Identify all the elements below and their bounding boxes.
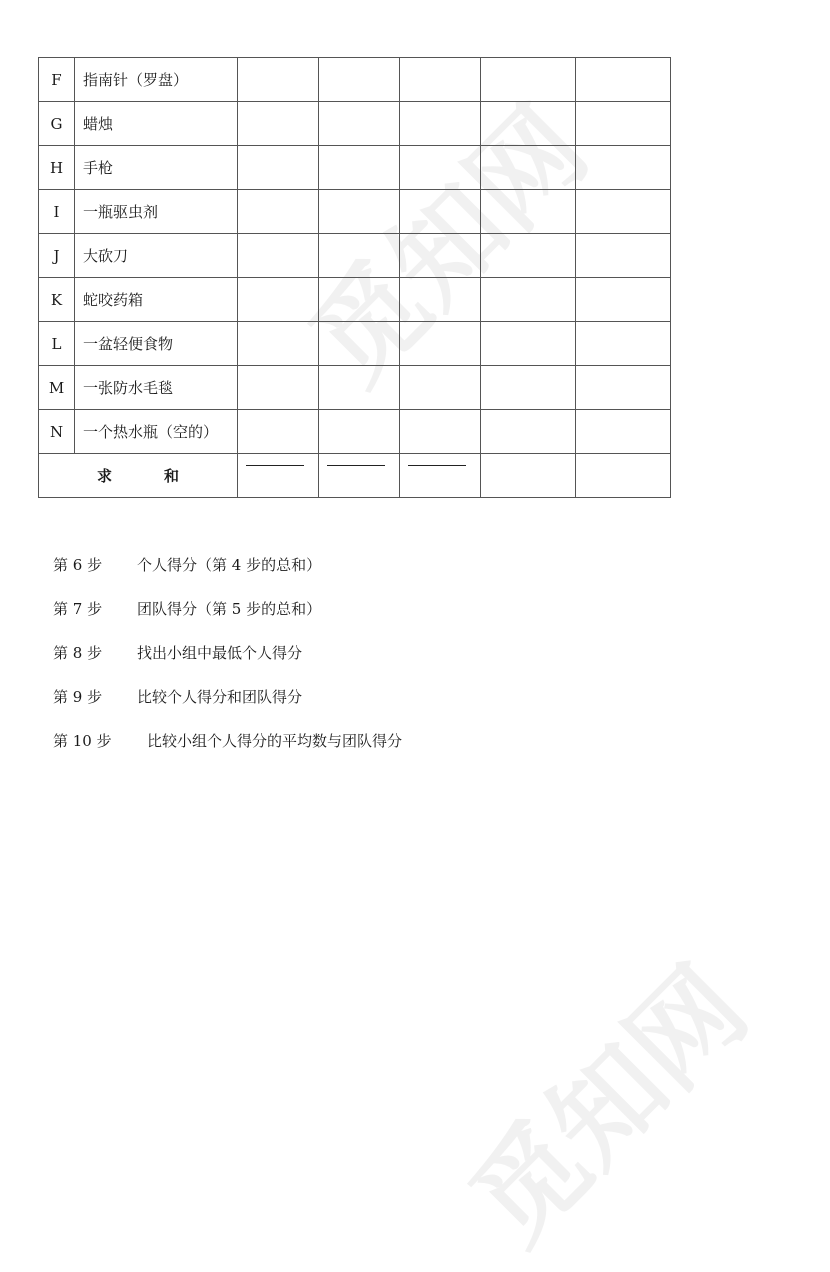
- step-item: [53, 554, 402, 598]
- item-letter: K: [39, 278, 75, 322]
- step-item: [53, 642, 402, 686]
- rank-cell[interactable]: [319, 58, 400, 102]
- rank-cell[interactable]: [481, 366, 576, 410]
- sum-cell[interactable]: [238, 454, 319, 498]
- table-row: [39, 322, 671, 366]
- rank-cell[interactable]: [400, 410, 481, 454]
- item-letter: M: [39, 366, 75, 410]
- rank-cell[interactable]: [319, 366, 400, 410]
- sum-row: [39, 454, 671, 498]
- rank-cell[interactable]: [576, 322, 671, 366]
- sum-label-char: 和: [164, 467, 180, 485]
- step-item: [53, 686, 402, 730]
- rank-cell[interactable]: [319, 410, 400, 454]
- rank-cell[interactable]: [481, 322, 576, 366]
- rank-cell[interactable]: [400, 278, 481, 322]
- step-text: 团队得分（第 5 步的总和）: [137, 600, 322, 618]
- rank-cell[interactable]: [481, 410, 576, 454]
- item-name: 指南针（罗盘）: [75, 58, 238, 102]
- step-number: 第 7 步: [53, 600, 103, 618]
- rank-cell[interactable]: [238, 410, 319, 454]
- item-name: 一张防水毛毯: [75, 366, 238, 410]
- rank-cell[interactable]: [319, 190, 400, 234]
- rank-cell[interactable]: [238, 190, 319, 234]
- item-name: 一瓶驱虫剂: [75, 190, 238, 234]
- item-name: 蜡烛: [75, 102, 238, 146]
- rank-cell[interactable]: [319, 278, 400, 322]
- step-item: [53, 598, 402, 642]
- rank-cell[interactable]: [238, 58, 319, 102]
- table-row: [39, 146, 671, 190]
- table-row: [39, 58, 671, 102]
- item-letter: J: [39, 234, 75, 278]
- rank-cell[interactable]: [319, 102, 400, 146]
- item-letter: F: [39, 58, 75, 102]
- rank-cell[interactable]: [481, 278, 576, 322]
- rank-cell[interactable]: [238, 234, 319, 278]
- table-row: [39, 190, 671, 234]
- sum-underline: [408, 465, 466, 466]
- sum-cell[interactable]: [319, 454, 400, 498]
- rank-cell[interactable]: [576, 366, 671, 410]
- item-ranking-table: [38, 57, 671, 498]
- rank-cell[interactable]: [481, 234, 576, 278]
- item-letter: N: [39, 410, 75, 454]
- item-name: 蛇咬药箱: [75, 278, 238, 322]
- watermark: 觅知网: [286, 82, 611, 408]
- table-row: [39, 366, 671, 410]
- item-letter: H: [39, 146, 75, 190]
- rank-cell[interactable]: [319, 234, 400, 278]
- rank-cell[interactable]: [400, 322, 481, 366]
- table-row: [39, 102, 671, 146]
- rank-cell[interactable]: [576, 410, 671, 454]
- rank-cell[interactable]: [400, 366, 481, 410]
- rank-cell[interactable]: [576, 146, 671, 190]
- step-number: 第 6 步: [53, 556, 103, 574]
- rank-cell[interactable]: [319, 146, 400, 190]
- item-name: 一盆轻便食物: [75, 322, 238, 366]
- rank-cell[interactable]: [400, 58, 481, 102]
- item-letter: L: [39, 322, 75, 366]
- sum-underline: [246, 465, 304, 466]
- sum-label-char: 求: [96, 467, 112, 485]
- item-letter: G: [39, 102, 75, 146]
- sum-cell[interactable]: [400, 454, 481, 498]
- item-name: 手枪: [75, 146, 238, 190]
- rank-cell[interactable]: [576, 58, 671, 102]
- rank-cell[interactable]: [400, 146, 481, 190]
- table-row: [39, 234, 671, 278]
- item-name: 大砍刀: [75, 234, 238, 278]
- sum-underline: [327, 465, 385, 466]
- rank-cell[interactable]: [238, 278, 319, 322]
- rank-cell[interactable]: [319, 322, 400, 366]
- rank-cell[interactable]: [576, 102, 671, 146]
- rank-cell[interactable]: [400, 234, 481, 278]
- rank-cell[interactable]: [481, 190, 576, 234]
- rank-cell[interactable]: [576, 278, 671, 322]
- rank-cell[interactable]: [576, 234, 671, 278]
- step-list: [53, 554, 402, 774]
- rank-cell[interactable]: [238, 366, 319, 410]
- rank-cell[interactable]: [238, 322, 319, 366]
- rank-cell[interactable]: [576, 190, 671, 234]
- rank-cell[interactable]: [238, 102, 319, 146]
- rank-cell[interactable]: [400, 190, 481, 234]
- table-row: [39, 410, 671, 454]
- rank-cell[interactable]: [481, 146, 576, 190]
- rank-cell[interactable]: [238, 146, 319, 190]
- step-text: 比较个人得分和团队得分: [137, 688, 303, 706]
- item-name: 一个热水瓶（空的）: [75, 410, 238, 454]
- sum-cell[interactable]: [576, 454, 671, 498]
- rank-cell[interactable]: [481, 102, 576, 146]
- step-text: 找出小组中最低个人得分: [137, 644, 303, 662]
- sum-label: [39, 454, 238, 498]
- step-number: 第 9 步: [53, 688, 103, 706]
- item-letter: I: [39, 190, 75, 234]
- table-row: [39, 278, 671, 322]
- watermark: 觅知网: [446, 942, 771, 1268]
- step-text: 个人得分（第 4 步的总和）: [137, 556, 322, 574]
- step-number: 第 10 步: [53, 732, 112, 750]
- rank-cell[interactable]: [481, 58, 576, 102]
- step-number: 第 8 步: [53, 644, 103, 662]
- sum-cell[interactable]: [481, 454, 576, 498]
- step-text: 比较小组个人得分的平均数与团队得分: [147, 732, 403, 750]
- rank-cell[interactable]: [400, 102, 481, 146]
- step-item: [53, 730, 402, 774]
